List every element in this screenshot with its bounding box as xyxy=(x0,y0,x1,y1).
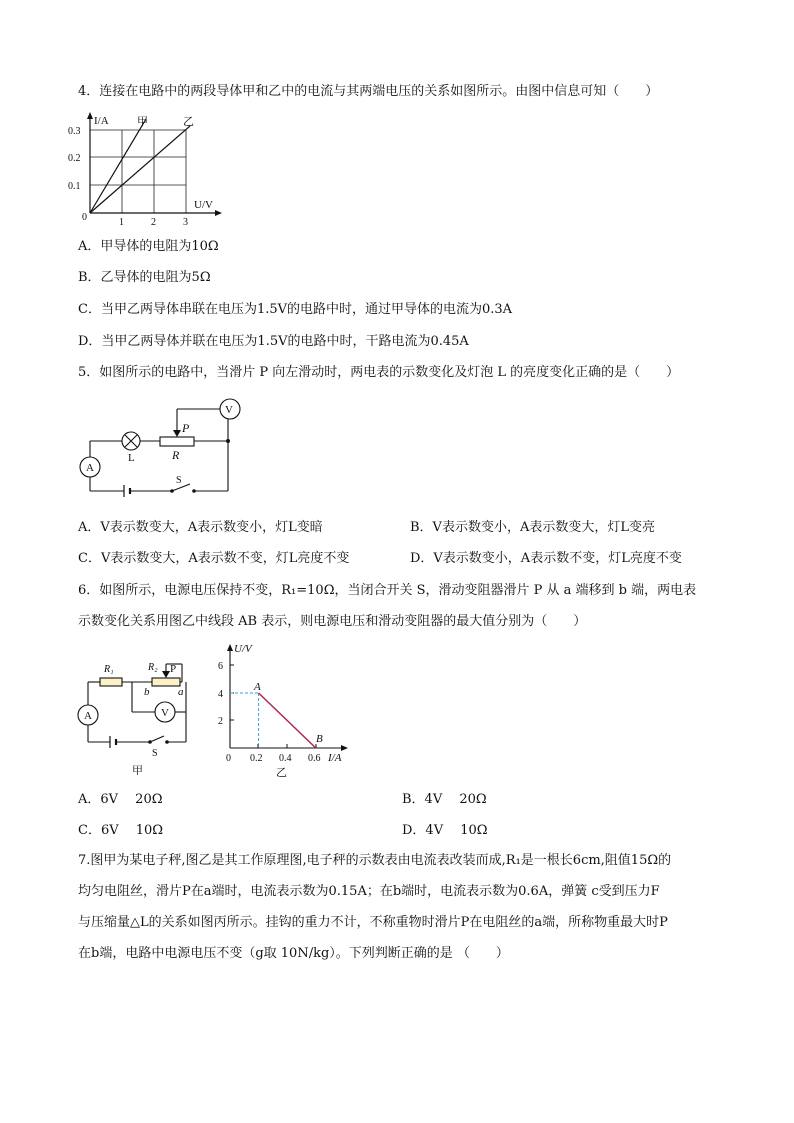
q6-stem-line2: 示数变化关系用图乙中线段 AB 表示，则电源电压和滑动变阻器的最大值分别为（ ） xyxy=(78,614,587,629)
q5-option-b: B．V表示数变小，A表示数变大，灯L变亮 xyxy=(410,520,655,535)
q5-ammeter-label: A xyxy=(86,462,94,474)
q5-switch-label: S xyxy=(176,475,182,486)
q5-circuit-diagram xyxy=(72,395,242,504)
q4-option-a: A．甲导体的电阻为10Ω xyxy=(78,239,219,254)
q6-option-a: A．6V 20Ω xyxy=(78,792,163,807)
q6-xtick: 0.6 xyxy=(308,753,321,764)
q6-xtick: 0.4 xyxy=(279,753,292,764)
q6-caption-yi: 乙 xyxy=(276,767,287,778)
q6-r2-label: R₂ xyxy=(148,662,158,673)
q4-series-yi: 乙 xyxy=(183,116,194,128)
q4-ytick: 0.2 xyxy=(68,153,81,164)
q6-xlabel: I/A xyxy=(328,752,342,764)
q5-resistor-label: R xyxy=(172,448,180,462)
q6-r1-label: R₁ xyxy=(104,664,114,675)
q6-ui-graph xyxy=(210,638,360,782)
q4-xtick: 1 xyxy=(119,217,124,228)
q6-ytick: 2 xyxy=(218,716,223,727)
q6-ytick: 6 xyxy=(218,661,223,672)
q6-switch-label: S xyxy=(152,748,158,759)
q4-option-d: D．当甲乙两导体并联在电压为1.5V的电路中时，干路电流为0.45A xyxy=(78,334,469,349)
q6-point-a: A xyxy=(254,681,261,693)
yi-line xyxy=(90,126,190,213)
q6-ammeter-label: A xyxy=(84,710,92,722)
q7-line1: 7.图甲为某电子秤,图乙是其工作原理图,电子秤的示数表由电流表改装而成,R₁是一根长6cm,阻值15Ω的 xyxy=(78,853,672,868)
q5-option-d: D．V表示数变小，A表示数不变，灯L亮度不变 xyxy=(410,551,682,566)
q4-xtick: 3 xyxy=(183,217,188,228)
jia-line xyxy=(90,119,146,213)
q6-slider-label: P xyxy=(170,663,177,675)
q5-slider-label: P xyxy=(182,421,190,435)
q7-line4: 在b端，电路中电源电压不变（g取 10N/kg）。下列判断正确的是 （ ） xyxy=(78,946,509,961)
q6-option-c: C．6V 10Ω xyxy=(78,823,164,838)
q6-point-b: B xyxy=(316,733,323,745)
q6-stem-line1: 6．如图所示，电源电压保持不变，R₁=10Ω，当闭合开关 S，滑动变阻器滑片 P 从 a 端移到 b 端，两电表 xyxy=(78,583,697,598)
q5-lamp-label: L xyxy=(128,452,135,464)
q4-ylabel: I/A xyxy=(94,115,109,127)
q6-end-a: a xyxy=(178,686,184,698)
q4-iu-graph xyxy=(66,108,236,232)
q4-ytick: 0.3 xyxy=(68,126,81,137)
q4-option-b: B．乙导体的电阻为5Ω xyxy=(78,270,211,285)
q4-option-c: C．当甲乙两导体串联在电压为1.5V的电路中时，通过甲导体的电流为0.3A xyxy=(78,302,513,317)
q5-option-a: A．V表示数变大，A表示数变小，灯L变暗 xyxy=(78,520,323,535)
q4-stem: 4．连接在电路中的两段导体甲和乙中的电流与其两端电压的关系如图所示。由图中信息可知（ ） xyxy=(78,84,659,99)
q4-series-jia: 甲 xyxy=(137,116,148,128)
q6-xtick: 0.2 xyxy=(250,753,263,764)
q6-origin: 0 xyxy=(226,753,231,764)
q4-ytick: 0.1 xyxy=(68,181,81,192)
q7-line3: 与压缩量△L的关系如图丙所示。挂钩的重力不计，不称重物时滑片P在电阻丝的a端，所称物重最大时P xyxy=(78,915,668,930)
q6-option-d: D．4V 10Ω xyxy=(402,823,488,838)
q6-ylabel: U/V xyxy=(234,643,252,655)
q5-stem: 5．如图所示的电路中，当滑片 P 向左滑动时，两电表的示数变化及灯泡 L 的亮度变化正确的是（ ） xyxy=(78,365,680,380)
q5-option-c: C．V表示数变大，A表示数不变，灯L亮度不变 xyxy=(78,551,350,566)
q7-line2: 均匀电阻丝，滑片P在a端时，电流表示数为0.15A；在b端时，电流表示数为0.6A，弹簧 c受到压力F xyxy=(78,884,660,899)
q6-voltmeter-label: V xyxy=(161,707,169,719)
q6-caption-jia: 甲 xyxy=(132,765,143,775)
q6-end-b: b xyxy=(144,686,150,698)
q6-circuit-diagram xyxy=(70,650,200,779)
q4-xlabel: U/V xyxy=(194,199,213,211)
segment-ab xyxy=(259,693,316,748)
q4-origin: 0 xyxy=(82,212,87,223)
q6-ytick: 4 xyxy=(218,689,223,700)
q4-xtick: 2 xyxy=(151,217,156,228)
q5-voltmeter-label: V xyxy=(225,404,233,416)
q6-option-b: B．4V 20Ω xyxy=(402,792,487,807)
